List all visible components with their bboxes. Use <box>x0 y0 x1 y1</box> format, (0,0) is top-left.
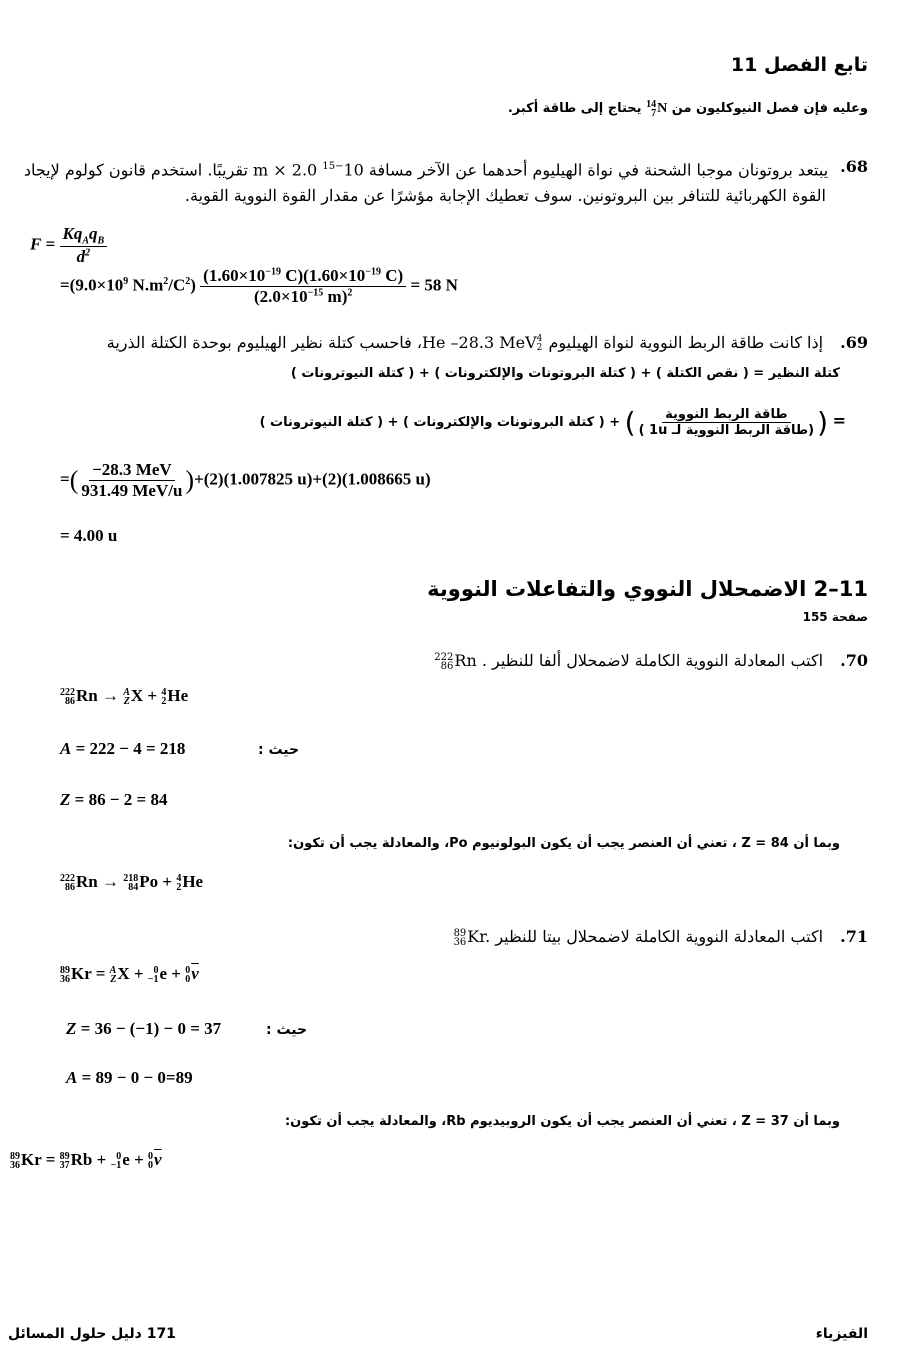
q69-result: = 4.00 u <box>60 526 118 545</box>
footer-right: الفيزياء <box>815 1326 868 1342</box>
alpha-decay-final: 222 86 Rn → 218 84 Po + 4 2 He <box>60 872 204 894</box>
q69-question: إذا كانت طاقة الربط النووية لنواة الهيليوم 4 2 He ‎–28.3 MeV‎، فاحسب كتلة نظير الهيليوم بوحدة الكتلة الذرية <box>106 333 824 353</box>
q68-text <box>0 154 868 209</box>
q70-question: اكتب المعادلة النووية الكاملة لاضمحلال ألفا للنظير <box>492 651 824 670</box>
q70-where: حيث : <box>258 742 300 758</box>
beta-decay-final: 89 36 Kr = 89 37 Rb + 0 −1 e + 0 0 $\overline{v}$ <box>10 1150 162 1172</box>
isotope-mass-formula: كتلة النظير = ( نقص الكتلة ) + ( كتلة البروتونات والإلكترونات ) + ( كتلة النيوترونات ) <box>290 366 840 381</box>
q69-text <box>8 330 868 356</box>
q71-conclusion: وبما أن Z = 37 ، تعني أن العنصر يجب أن يكون الروبيديوم Rb، والمعادلة يجب أن تكون: <box>284 1114 840 1129</box>
coulomb-substitution: $=(9.0\times 10^9$ $N.m^2/C^2$) $\frac{(1.60\times 10^{-19} C)(1.60\times 10^{-19} C)}{(2.0\times 10^{-15} m)^2}$ = 58 N <box>60 266 458 306</box>
q71-text: 71. اكتب المعادلة النووية الكاملة لاضمحلال بيتا للنظير 89 36 Kr. <box>453 927 868 948</box>
q70-conclusion: وبما أن Z = 84 ، تعني أن العنصر يجب أن يكون البولونيوم Po، والمعادلة يجب أن تكون: <box>287 836 840 851</box>
chapter-title: تابع الفصل 11 <box>730 54 868 76</box>
q68-number: 68. <box>840 157 868 176</box>
q71-where: حيث : <box>266 1022 308 1038</box>
q70-eq-a: A = 222 − 4 = 218 <box>60 739 186 758</box>
intro-note: وعليه فإن فصل النيوكليون من 14 7 N يحتاج إلى طاقة أكبر. <box>507 99 868 119</box>
q68-result: = 58 N <box>410 275 458 295</box>
coulomb-formula: F = $\frac{Kq_Aq_B}{d^2}$ <box>30 224 107 267</box>
q70-eq-z: Z = 86 − 2 = 84 <box>60 790 168 809</box>
q71-question: اكتب المعادلة النووية الكاملة لاضمحلال بيتا للنظير <box>495 927 824 946</box>
q71-number: 71. <box>840 927 868 946</box>
binding-energy-denominator: (طاقة الربط النووية لـ 1u ) <box>638 423 815 438</box>
section-title: 11–2 الاضمحلال النووي والتفاعلات النووية <box>427 577 868 601</box>
q70-number: 70. <box>840 651 868 670</box>
binding-energy-numerator: طاقة الربط النووية <box>662 407 790 423</box>
mass-calculation: =( $\frac{\text{−28.3 MeV}}{\text{931.49 MeV/u}}$ )+(2)(1.007825 u)+(2)(1.008665 u) <box>60 460 431 500</box>
isotope-mass-formula-2: = ( $\frac{\text{طاقة الربط النووية}}{\text{(طاقة الربط النووية لـ 1u )}}$ ) + ( كتلة البروتونات والإلكترونات ) + ( كتلة النيوترونات ) <box>259 406 846 439</box>
q70-text: 70. اكتب المعادلة النووية الكاملة لاضمحلال ألفا للنظير 222 86 Rn . <box>434 651 868 672</box>
q71-eq-a: A = 89 − 0 − 0=89 <box>66 1068 193 1087</box>
q69-number: 69. <box>840 333 868 352</box>
q68-line2: القوة الكهربائية للتنافر بين البروتونين. سوف تعطيك الإجابة مؤشرًا عن مقدار القوة النووية القوية. <box>184 186 826 206</box>
q68-line1: يبتعد بروتونان موجبا الشحنة في نواة الهيليوم أحدهما عن الآخر مسافة $10^{-15}$ m × 2.0 تقريبًا. استخدم قانون كولوم لإيجاد <box>23 160 829 180</box>
footer-left: 171 دليل حلول المسائل <box>8 1326 176 1342</box>
section-page: صفحة 155 <box>802 610 868 624</box>
beta-decay-general: 89 36 Kr = A Z X + 0 −1 e + 0 0 $\overline{v}$ <box>60 964 199 986</box>
alpha-decay-general: 222 86 Rn → A Z X + 4 2 He <box>60 686 189 708</box>
q71-eq-z: Z = 36 − (−1) − 0 = 37 <box>66 1019 222 1038</box>
